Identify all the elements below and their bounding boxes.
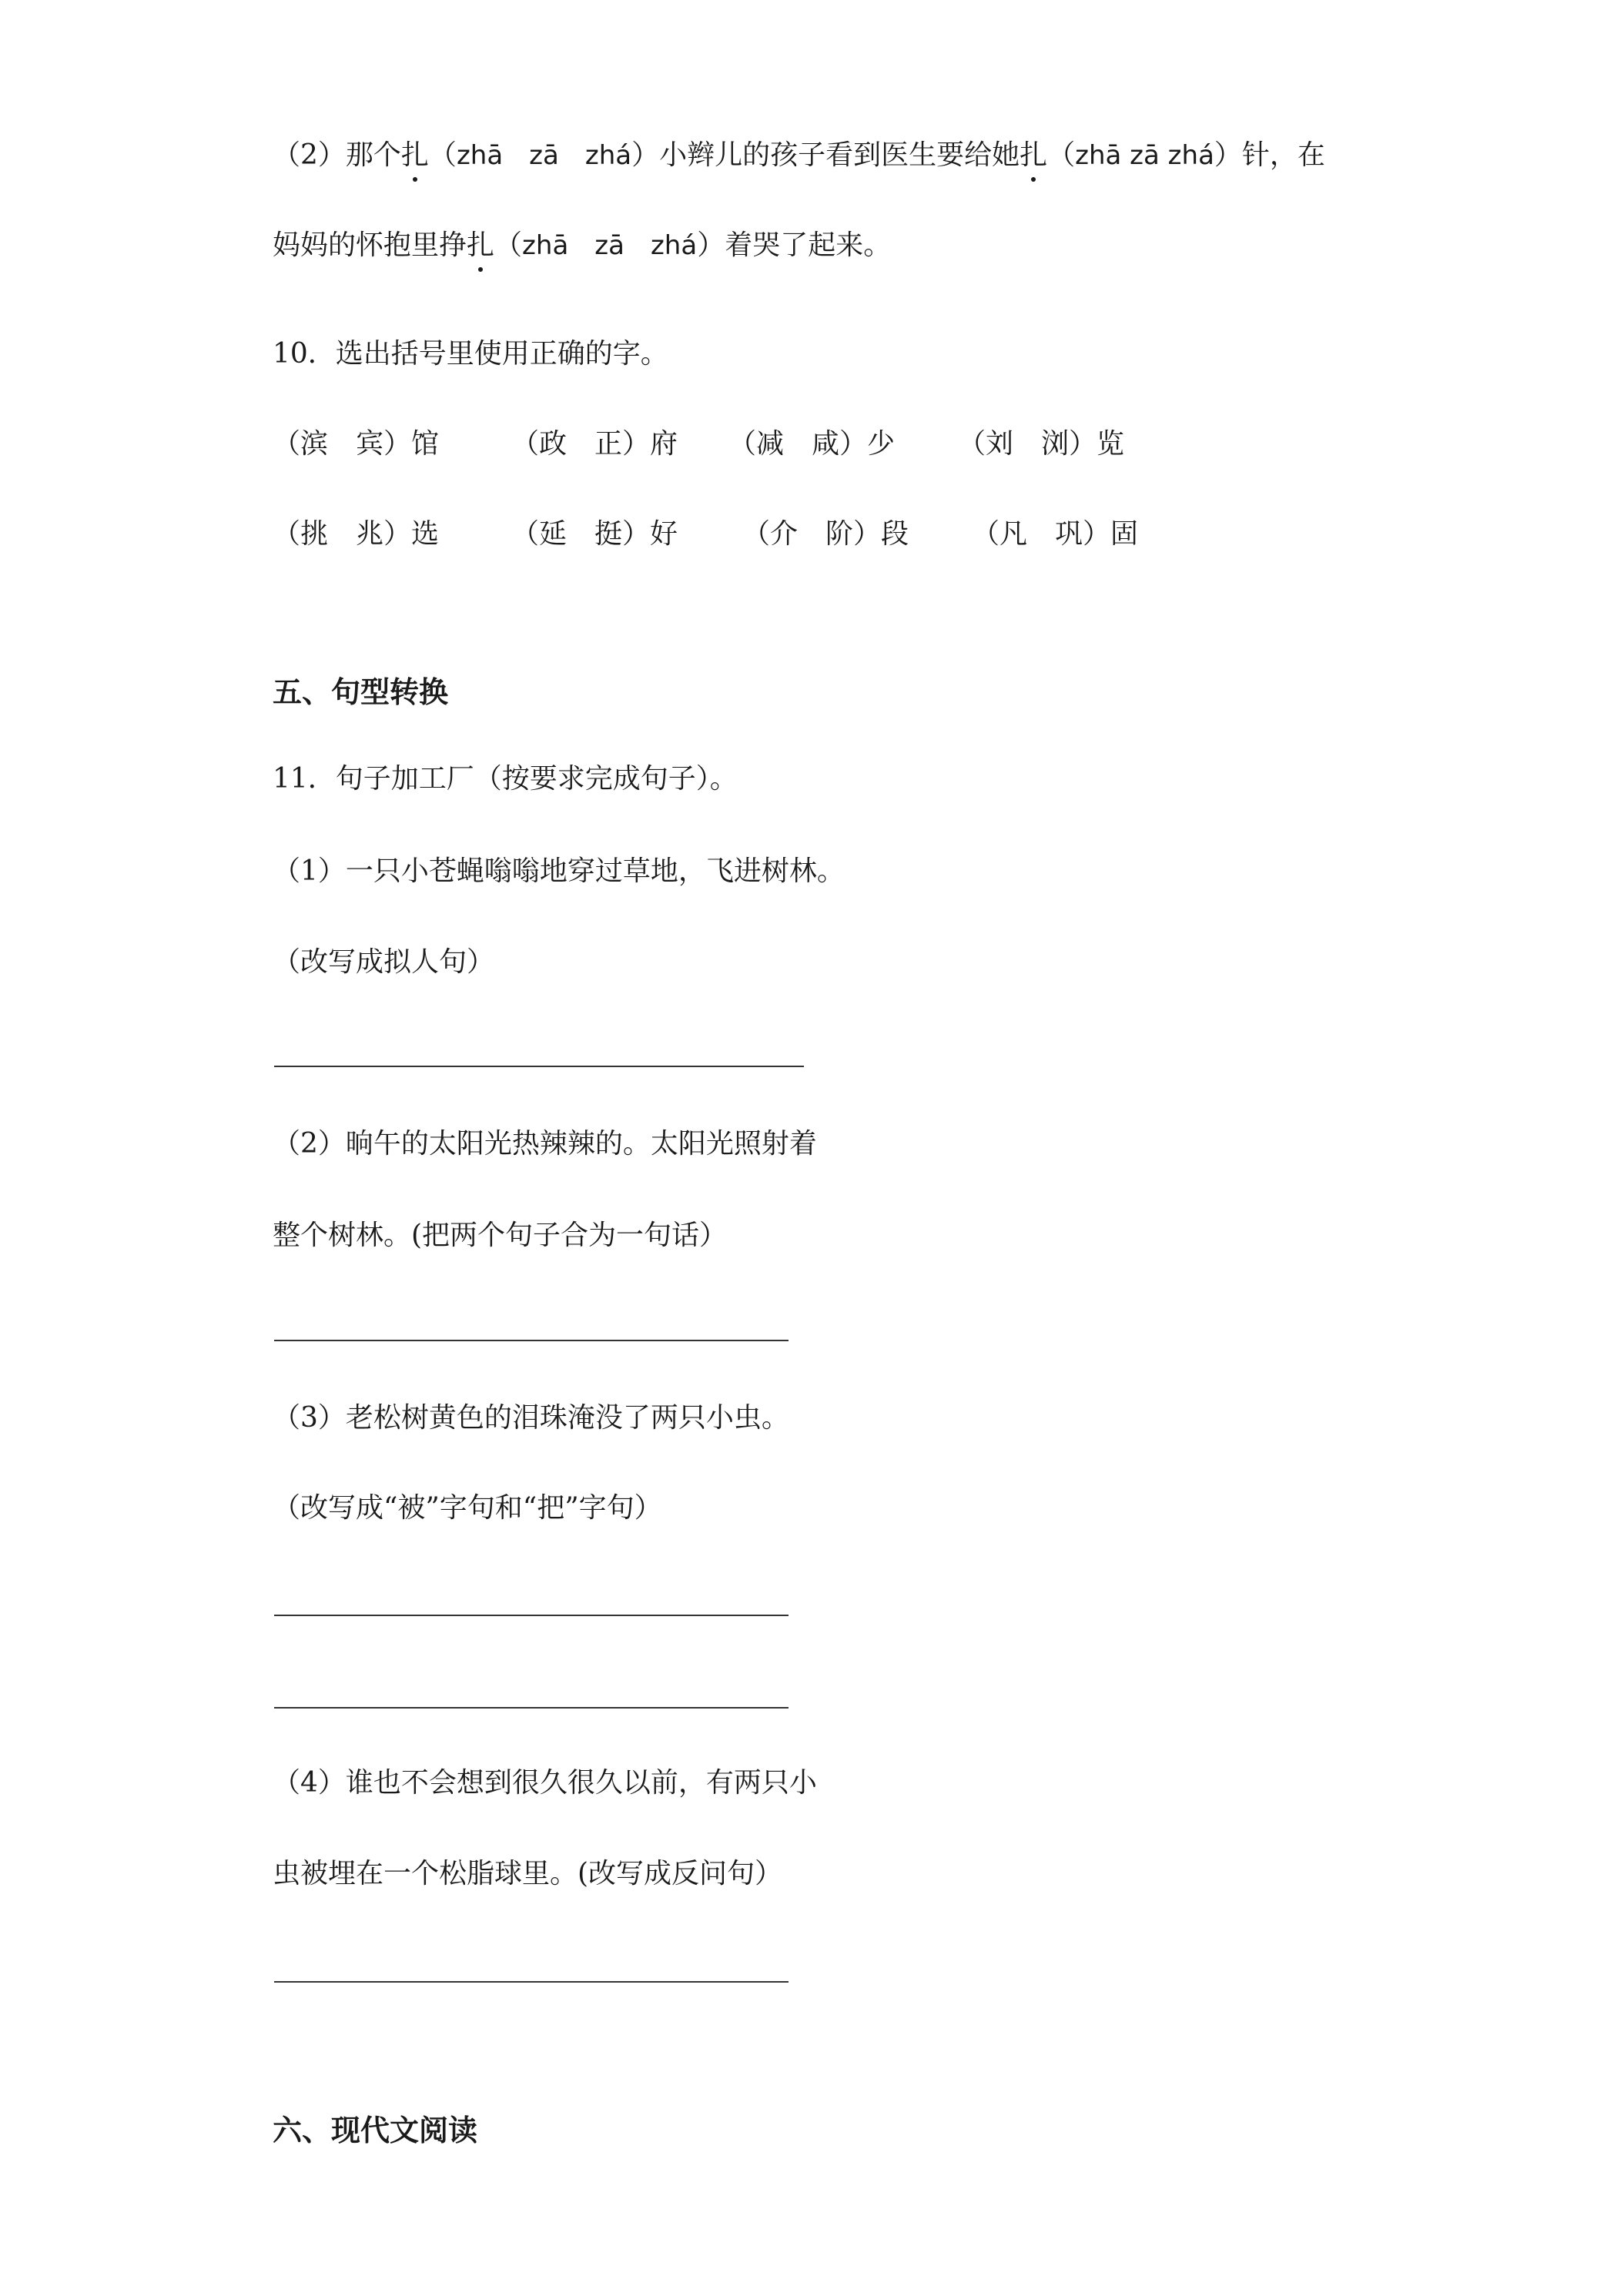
dotted-character: 扎 bbox=[400, 139, 429, 171]
q10-option: （减 咸）少 bbox=[728, 428, 896, 460]
text-segment: （ bbox=[1047, 139, 1076, 171]
dotted-character: 扎 bbox=[1020, 139, 1048, 171]
text-segment: 妈妈的怀抱里挣 bbox=[273, 229, 467, 261]
text-segment: ）针，在 bbox=[1214, 139, 1325, 171]
pinyin-options: zhā zā zhá bbox=[522, 230, 698, 261]
q11-sentence-3: （3）老松树黄色的泪珠淹没了两只小虫。 bbox=[273, 1402, 789, 1434]
q11-sentence-2-line1: （2）晌午的太阳光热辣辣的。太阳光照射着 bbox=[273, 1128, 817, 1160]
q10-option: （滨 宾）馆 bbox=[273, 428, 440, 460]
q10-option: （延 挺）好 bbox=[511, 518, 678, 550]
q11-sentence-4-line2: 虫被埋在一个松脂球里。(改写成反问句） bbox=[273, 1858, 783, 1889]
answer-line[interactable] bbox=[274, 1615, 789, 1616]
q10-option: （刘 浏）览 bbox=[958, 428, 1125, 460]
q10-prompt: 10．选出括号里使用正确的字。 bbox=[273, 338, 668, 370]
q11-sentence-3-requirement: （改写成“被”字句和“把”字句） bbox=[273, 1492, 662, 1524]
answer-line[interactable] bbox=[274, 1340, 789, 1341]
q10-option: （挑 兆）选 bbox=[273, 518, 440, 550]
dotted-character: 扎 bbox=[467, 229, 495, 261]
q11-sentence-1: （1）一只小苍蝇嗡嗡地穿过草地，飞进树林。 bbox=[273, 855, 845, 887]
answer-line[interactable] bbox=[274, 1981, 789, 1983]
text-segment: ）小辫儿的孩子看到医生要给她 bbox=[631, 139, 1020, 171]
q11-sentence-1-requirement: （改写成拟人句） bbox=[273, 946, 495, 978]
q10-option: （凡 巩）固 bbox=[972, 518, 1139, 550]
text-segment: （ bbox=[494, 229, 523, 261]
text-segment: （2）那个 bbox=[273, 139, 401, 171]
q11-sentence-2-line2: 整个树林。(把两个句子合为一句话） bbox=[273, 1220, 728, 1251]
q10-option: （政 正）府 bbox=[511, 428, 678, 460]
answer-line[interactable] bbox=[274, 1707, 789, 1709]
answer-line[interactable] bbox=[274, 1066, 804, 1067]
q9-part2-line2 bbox=[273, 229, 891, 263]
pinyin-options: zhā zā zhá bbox=[1075, 140, 1214, 171]
text-segment: ）着哭了起来。 bbox=[697, 229, 892, 261]
q11-sentence-4-line1: （4）谁也不会想到很久很久以前，有两只小 bbox=[273, 1767, 817, 1799]
section-heading: 五、句型转换 bbox=[273, 674, 449, 709]
section-heading: 六、现代文阅读 bbox=[273, 2113, 478, 2147]
pinyin-options: zhā zā zhá bbox=[456, 140, 632, 171]
q10-option: （介 阶）段 bbox=[742, 518, 909, 550]
q9-part2-line1 bbox=[273, 139, 1325, 172]
q11-prompt: 11．句子加工厂（按要求完成句子）。 bbox=[273, 763, 738, 795]
text-segment: （ bbox=[428, 139, 457, 171]
